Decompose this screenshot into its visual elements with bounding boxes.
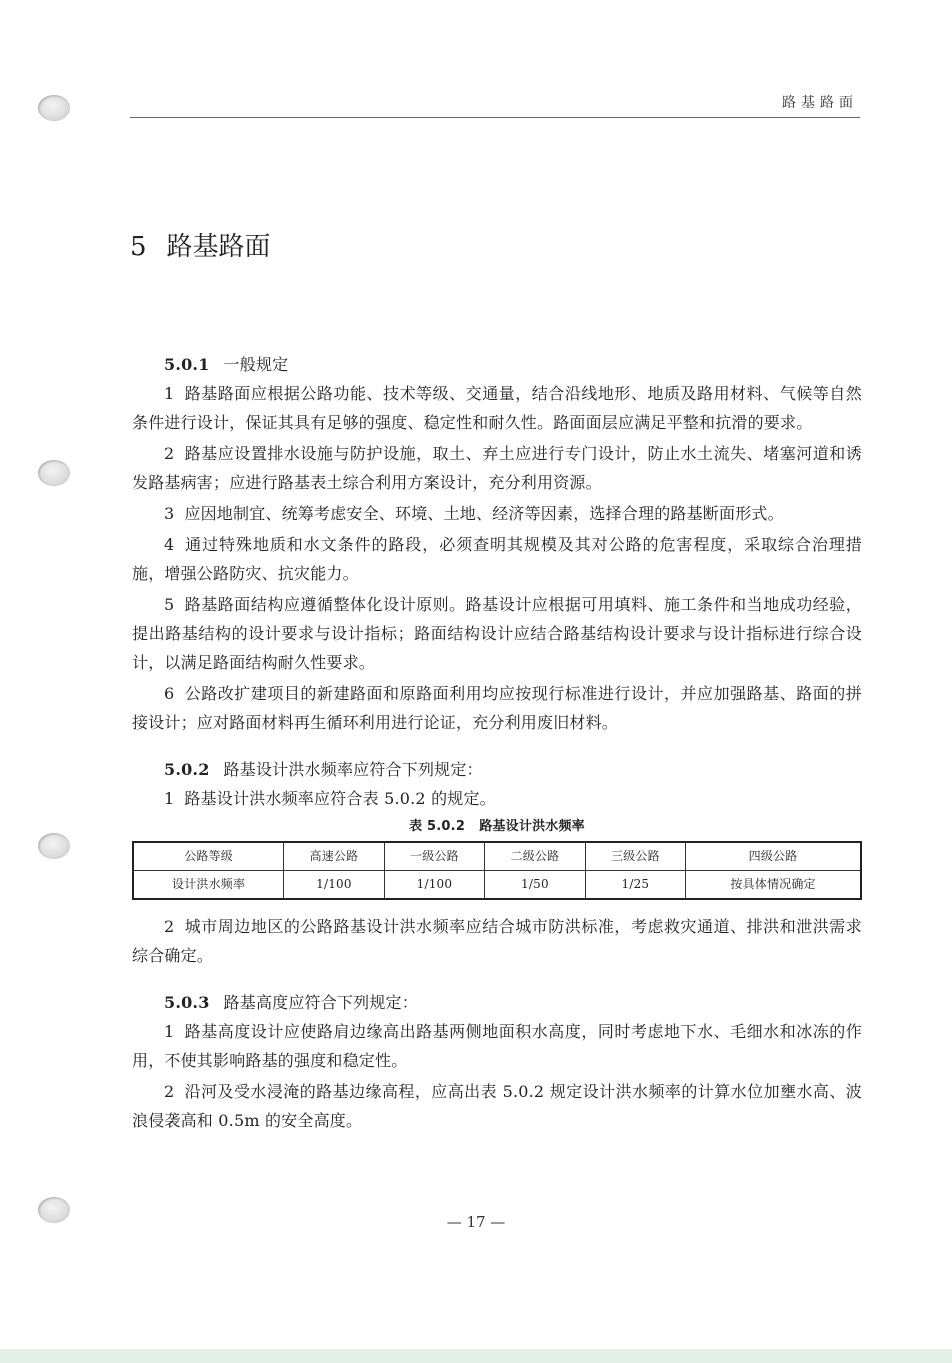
binder-hole xyxy=(38,95,70,121)
clause-item xyxy=(132,679,862,737)
clause-number: 5.0.2 xyxy=(164,760,210,779)
table-cell: 按具体情况确定 xyxy=(686,871,861,900)
chapter-number: 5 xyxy=(130,232,147,262)
item-number: 2 xyxy=(164,917,175,936)
clause-heading xyxy=(132,350,862,379)
clause-item xyxy=(132,912,862,970)
table-cell: 1/100 xyxy=(384,871,484,900)
table-cell: 1/25 xyxy=(585,871,685,900)
clause-item xyxy=(132,590,862,677)
binder-hole xyxy=(38,833,70,859)
clause-item xyxy=(132,379,862,437)
scan-edge xyxy=(0,1349,952,1363)
table-cell: 二级公路 xyxy=(485,842,585,871)
clause-item xyxy=(132,784,862,813)
clause-item xyxy=(132,1077,862,1135)
item-text: 路基设计洪水频率应符合表 5.0.2 的规定。 xyxy=(184,789,496,808)
item-text: 城市周边地区的公路路基设计洪水频率应结合城市防洪标准，考虑救灾通道、排洪和泄洪需求综合确定。 xyxy=(132,917,862,965)
table-header-row xyxy=(133,842,861,871)
item-text: 沿河及受水浸淹的路基边缘高程，应高出表 5.0.2 规定设计洪水频率的计算水位加壅水高、波浪侵袭高和 0.5m 的安全高度。 xyxy=(132,1082,862,1130)
table-cell: 公路等级 xyxy=(133,842,284,871)
clause-item xyxy=(132,499,862,528)
item-number: 4 xyxy=(164,535,175,554)
clause-heading xyxy=(132,755,862,784)
clause-item xyxy=(132,1017,862,1075)
clause-item xyxy=(132,530,862,588)
item-number: 1 xyxy=(164,1022,175,1041)
flood-frequency-table xyxy=(132,841,862,900)
table-title: 路基设计洪水频率 xyxy=(479,819,585,834)
table-cell: 设计洪水频率 xyxy=(133,871,284,900)
table-cell: 四级公路 xyxy=(686,842,861,871)
item-number: 1 xyxy=(164,789,175,808)
item-text: 公路改扩建项目的新建路面和原路面利用均应按现行标准进行设计，并应加强路基、路面的拼接设计；应对路面材料再生循环利用进行论证，充分利用废旧材料。 xyxy=(132,684,862,732)
item-number: 2 xyxy=(164,1082,175,1101)
item-text: 路基高度设计应使路肩边缘高出路基两侧地面积水高度，同时考虑地下水、毛细水和冰冻的作用，不使其影响路基的强度和稳定性。 xyxy=(132,1022,862,1070)
page-number: — 17 — xyxy=(446,1213,506,1231)
chapter-title-text: 路基路面 xyxy=(166,232,271,262)
item-text: 应因地制宜、统筹考虑安全、环境、土地、经济等因素，选择合理的路基断面形式。 xyxy=(184,504,784,523)
chapter-title xyxy=(130,226,271,263)
item-number: 6 xyxy=(164,684,175,703)
clause-title: 路基设计洪水频率应符合下列规定： xyxy=(223,760,483,779)
page-content xyxy=(132,350,862,1137)
clause-title: 路基高度应符合下列规定： xyxy=(223,993,418,1012)
running-head: 路基路面 xyxy=(782,95,858,111)
clause-heading xyxy=(132,988,862,1017)
table-cell: 一级公路 xyxy=(384,842,484,871)
item-text: 通过特殊地质和水文条件的路段，必须查明其规模及其对公路的危害程度，采取综合治理措施，增强公路防灾、抗灾能力。 xyxy=(132,535,862,583)
clause-title: 一般规定 xyxy=(223,355,289,374)
item-text: 路基应设置排水设施与防护设施，取土、弃土应进行专门设计，防止水土流失、堵塞河道和诱发路基病害；应进行路基表土综合利用方案设计，充分利用资源。 xyxy=(132,444,862,492)
header-rule xyxy=(130,117,860,118)
table-row xyxy=(133,871,861,900)
item-number: 3 xyxy=(164,504,175,523)
item-text: 路基路面结构应遵循整体化设计原则。路基设计应根据可用填料、施工条件和当地成功经验，提出路基结构的设计要求与设计指标；路面结构设计应结合路基结构设计要求与设计指标进行综合设计，以满足路面结构耐久性要求。 xyxy=(132,595,862,672)
item-number: 1 xyxy=(164,384,175,403)
table-caption xyxy=(132,817,862,837)
table-cell: 1/100 xyxy=(284,871,384,900)
table-cell: 1/50 xyxy=(485,871,585,900)
table-cell: 三级公路 xyxy=(585,842,685,871)
clause-number: 5.0.1 xyxy=(164,355,210,374)
table-cell: 高速公路 xyxy=(284,842,384,871)
table-number: 表 5.0.2 xyxy=(409,819,466,834)
clause-number: 5.0.3 xyxy=(164,993,210,1012)
item-number: 2 xyxy=(164,444,175,463)
clause-item xyxy=(132,439,862,497)
binder-hole xyxy=(38,460,70,486)
item-text: 路基路面应根据公路功能、技术等级、交通量，结合沿线地形、地质及路用材料、气候等自然条件进行设计，保证其具有足够的强度、稳定性和耐久性。路面面层应满足平整和抗滑的要求。 xyxy=(132,384,862,432)
item-number: 5 xyxy=(164,595,175,614)
